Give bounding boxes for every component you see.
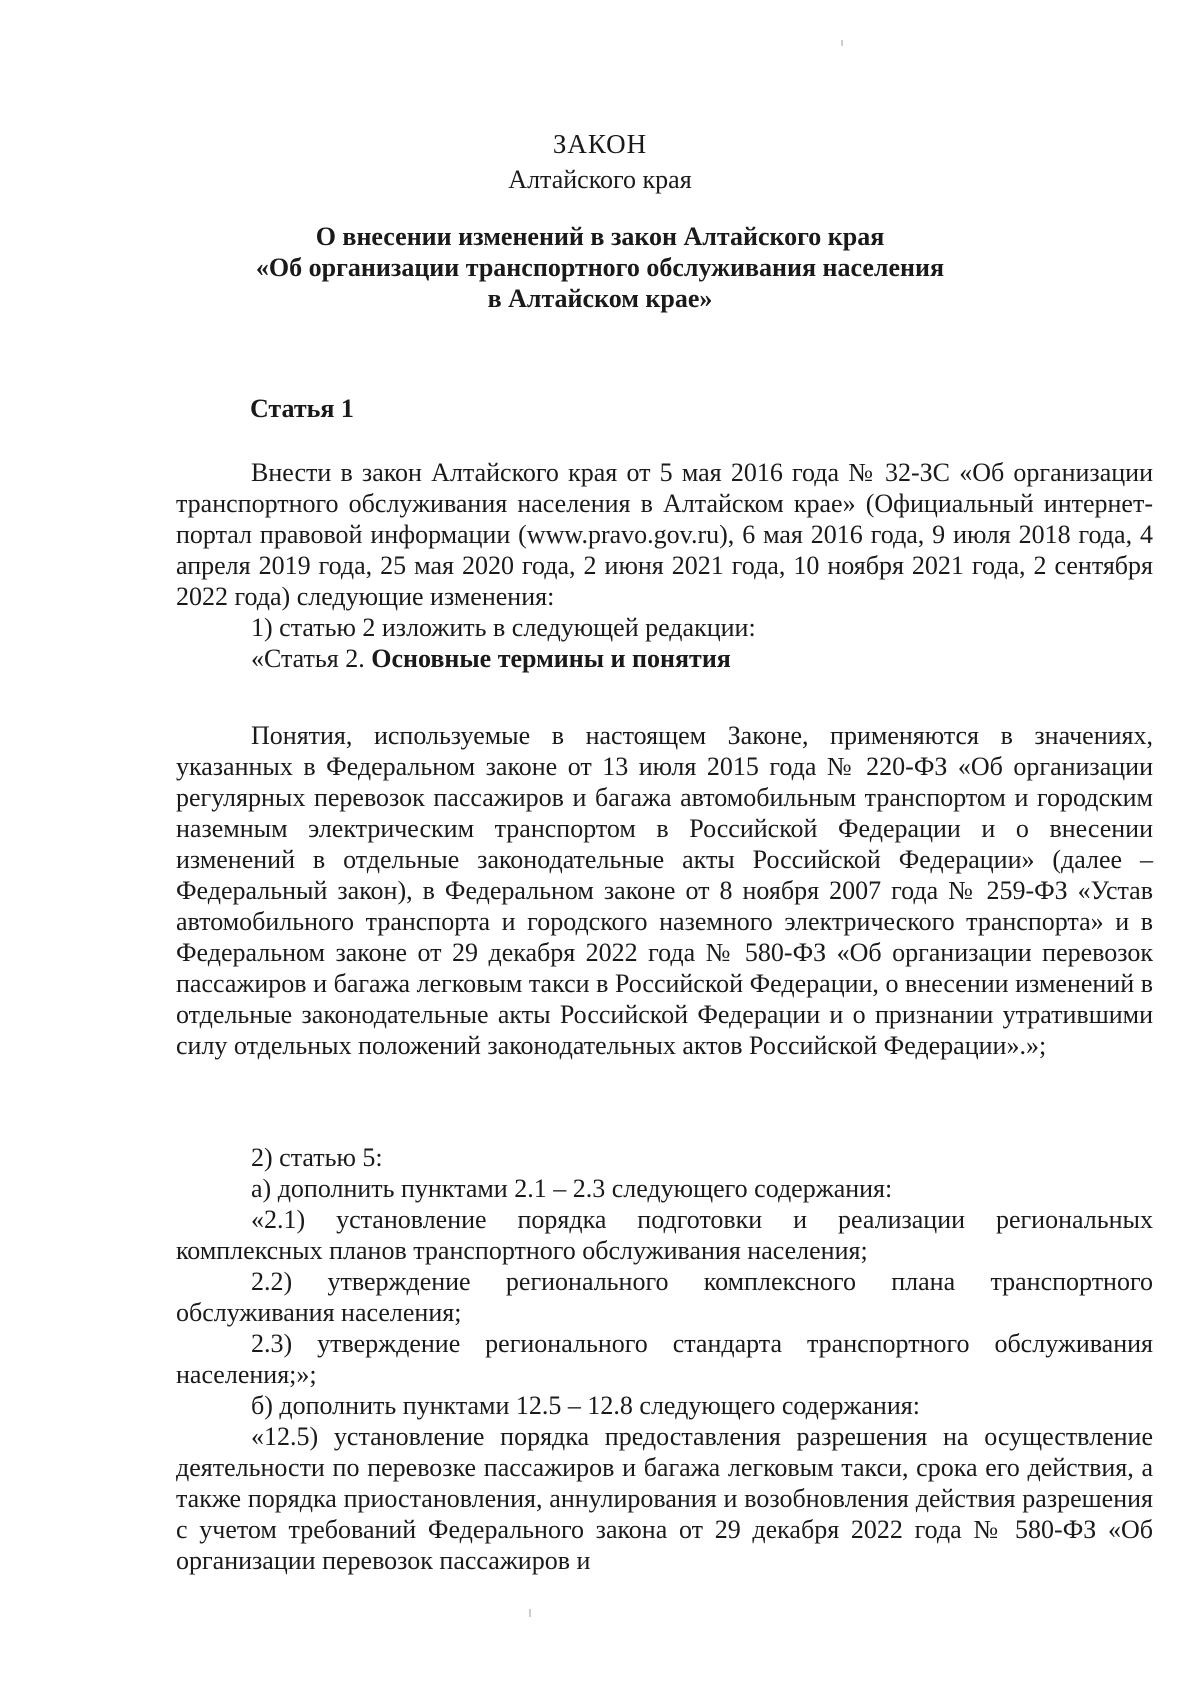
article-body-part3 (176, 1142, 1153, 1576)
intro-paragraph: Внести в закон Алтайского края от 5 мая 2016 года № 32-ЗС «Об организации транспортного обслуживания населения в Алтайском крае» (Официальный интернет-портал правовой информации (www.pravo.gov.ru), 6 мая 2016 года, 9 июля 2018 года, 4 апреля 2019 года, 25 мая 2020 года, 2 июня 2021 года, 10 ноября 2021 года, 2 сентября 2022 года) следующие изменения: (176, 458, 1153, 611)
item-2b: б) дополнить пунктами 12.5 – 12.8 следующего содержания: (251, 1391, 920, 1420)
article-body-part2 (176, 720, 1153, 1061)
item-2a: а) дополнить пунктами 2.1 – 2.3 следующего содержания: (251, 1174, 893, 1203)
definitions-paragraph: Понятия, используемые в настоящем Законе, применяются в значениях, указанных в Федеральном законе от 13 июля 2015 года № 220-ФЗ «Об организации регулярных перевозок пассажиров и багажа автомобильным транспортом и городским наземным электрическим транспортом в Российской Федерации и о внесении изменений в отдельные законодательные акты Российской Федерации» (далее – Федеральный закон), в Федеральном законе от 8 ноября 2007 года № 259-ФЗ «Устав автомобильного транспорта и городского наземного электрического транспорта» и в Федеральном законе от 29 декабря 2022 года № 580-ФЗ «Об организации перевозок пассажиров и багажа легковым такси в Российской Федерации, о внесении изменений в отдельные законодательные акты Российской Федерации и о признании утратившими силу отдельных положений законодательных актов Российской Федерации».»; (176, 721, 1153, 1060)
title-line: «Об организации транспортного обслуживания населения (255, 253, 945, 282)
quoted-article-heading (176, 643, 1153, 674)
document-type: ЗАКОН (552, 129, 648, 159)
item-1: 1) статью 2 изложить в следующей редакции: (251, 613, 756, 642)
title-line: в Алтайском крае» (487, 284, 713, 313)
title-line: О внесении изменений в закон Алтайского края (315, 222, 885, 251)
point-2-2: 2.2) утверждение регионального комплексного плана транспортного обслуживания населения; (176, 1267, 1153, 1327)
point-2-3: 2.3) утверждение регионального стандарта транспортного обслуживания населения;»; (176, 1329, 1153, 1389)
point-12-5: «12.5) установление порядка предоставления разрешения на осуществление деятельности по перевозке пассажиров и багажа легковым такси, срока его действия, а также порядка приостановления, аннулирования и возобновления действия разрешения с учетом требований Федерального закона от 29 декабря 2022 года № 580-ФЗ «Об организации перевозок пассажиров и (176, 1422, 1153, 1575)
article-heading: Статья 1 (250, 394, 354, 423)
scan-mark (841, 40, 843, 46)
point-2-1: «2.1) установление порядка подготовки и реализации региональных комплексных планов транспортного обслуживания населения; (176, 1205, 1153, 1265)
quoted-article-prefix: «Статья 2. (251, 644, 372, 673)
item-2: 2) статью 5: (251, 1143, 383, 1172)
article-body-part1 (176, 457, 1153, 674)
quoted-article-title: Основные термины и понятия (371, 644, 731, 673)
document-title (0, 221, 1200, 314)
document-region: Алтайского края (508, 165, 692, 194)
scan-mark (529, 1609, 531, 1617)
